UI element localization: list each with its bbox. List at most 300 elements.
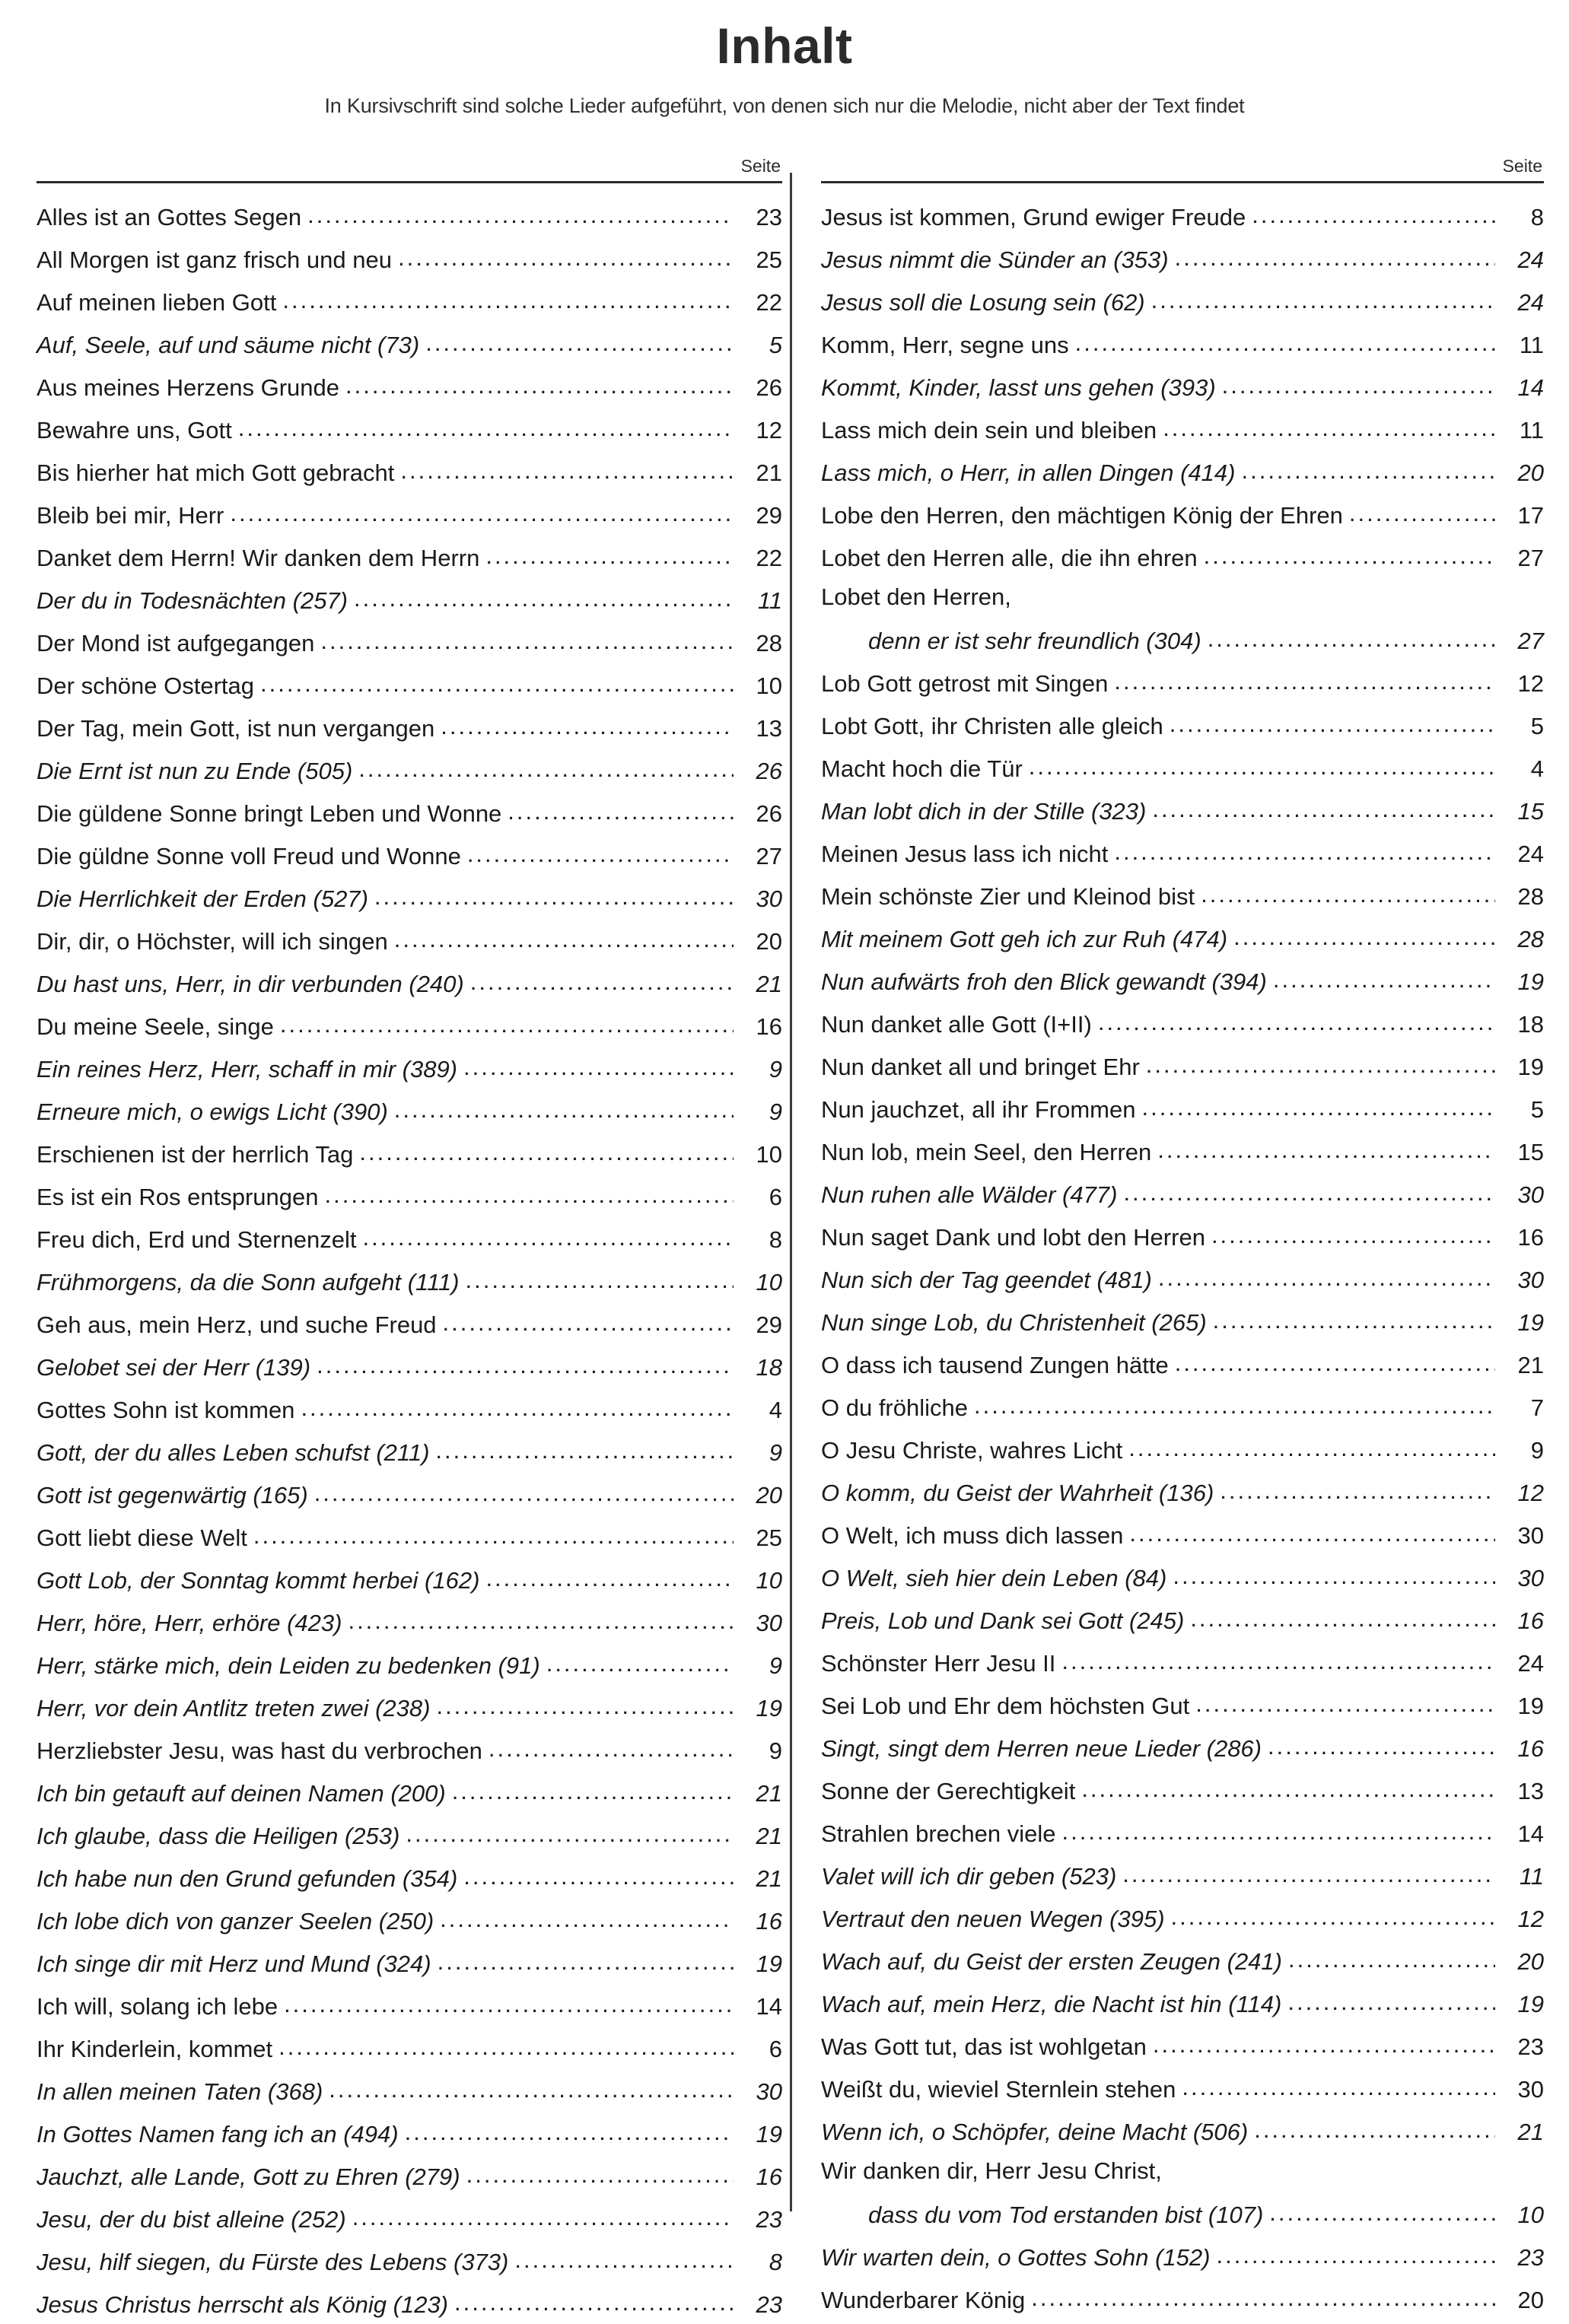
toc-entry[interactable] [821,1342,1544,1385]
toc-entry[interactable] [37,1302,782,1344]
toc-entry-title: Nun lob, mein Seel, den Herren [821,1139,1152,1165]
toc-entry-title: Geh aus, mein Herz, und suche Freud [37,1311,437,1338]
toc-entry-page-number: 10 [756,1567,782,1594]
toc-entry[interactable] [37,1728,782,1770]
toc-entry[interactable] [821,577,1544,660]
toc-entry[interactable] [37,1813,782,1855]
column-header-left [37,156,782,181]
toc-entry[interactable] [37,2154,782,2196]
dot-leader [260,670,734,694]
toc-entry[interactable] [37,1983,782,2026]
toc-entry-page-number: 19 [1517,1054,1544,1080]
toc-entry-title: Lobet den Herren alle, die ihn ehren [821,545,1198,571]
toc-entry[interactable] [37,2068,782,2111]
toc-entry-page-number: 15 [1517,798,1544,825]
toc-entry-page-number: 30 [1517,1565,1544,1591]
toc-entry-page-number: 21 [756,1865,782,1892]
dot-leader [1031,2284,1495,2308]
toc-entry-title: Lobt Gott, ihr Christen alle gleich [821,713,1163,739]
toc-entry-page-number: 8 [769,1226,782,1253]
toc-entry-title: In Gottes Namen fang ich an (494) [37,2121,399,2148]
header-rule-right [821,181,1544,183]
toc-entry-title: Gelobet sei der Herr (139) [37,1354,311,1381]
toc-entry-page-number: 20 [1517,2287,1544,2313]
toc-entry-title: Sonne der Gerechtigkeit [821,1778,1076,1804]
toc-entry-page-number: 11 [757,587,782,614]
toc-entry-title: Ich will, solang ich lebe [37,1993,278,2020]
toc-entry-page-number: 21 [1517,1352,1544,1378]
toc-entry-title: Herr, vor dein Antlitz treten zwei (238) [37,1695,431,1722]
toc-entry[interactable] [37,2196,782,2239]
toc-entry-title: Ich bin getauft auf deinen Namen (200) [37,1780,446,1807]
toc-entry[interactable] [821,535,1544,577]
toc-entry[interactable] [821,1896,1544,1938]
toc-entry[interactable] [821,1257,1544,1299]
toc-entry-title: Der du in Todesnächten (257) [37,587,348,614]
dot-leader [1158,1264,1495,1288]
toc-entry-page-number: 26 [756,758,782,784]
toc-entry-title: Freu dich, Erd und Sternenzelt [37,1226,357,1253]
toc-entry[interactable] [37,237,782,279]
toc-entry-title: Ich lobe dich von ganzer Seelen (250) [37,1908,434,1935]
dot-leader [359,1139,734,1162]
toc-entry-page-number: 30 [756,2078,782,2105]
toc-entry[interactable] [821,364,1544,407]
toc-entry[interactable] [37,1344,782,1387]
dot-leader [405,2119,734,2142]
toc-entry-title: Jesus ist kommen, Grund ewiger Freude [821,204,1246,230]
toc-entry-title: Macht hoch die Tür [821,755,1023,782]
toc-entry-title: Auf, Seele, auf und säume nicht (73) [37,332,420,358]
toc-entry[interactable] [37,194,782,237]
dot-leader [362,1224,734,1248]
toc-entry-page-number: 20 [756,928,782,955]
toc-entry[interactable] [37,1898,782,1941]
dot-leader [485,542,734,566]
toc-entry[interactable] [37,918,782,961]
toc-entry-page-number: 17 [1517,502,1544,529]
toc-entry-page-number: 6 [769,2036,782,2062]
dot-leader [1204,542,1495,566]
dot-leader [436,1693,734,1716]
toc-entry[interactable] [821,1385,1544,1427]
toc-entry[interactable] [37,1941,782,1983]
toc-entry-title: Alles ist an Gottes Segen [37,204,302,230]
dot-leader [1146,1051,1495,1075]
toc-entry-title: Wir danken dir, Herr Jesu Christ, [821,2157,1162,2184]
dot-leader [463,1863,734,1887]
dot-leader [452,1778,734,1801]
toc-entry-page-number: 23 [756,2291,782,2318]
dot-leader [1029,753,1495,777]
toc-entry-title: Preis, Lob und Dank sei Gott (245) [821,1607,1185,1634]
toc-entry[interactable] [37,1770,782,1813]
toc-entry-title: Herzliebster Jesu, was hast du verbrochen [37,1737,482,1764]
toc-entry-page-number: 16 [756,2163,782,2190]
toc-entry-page-number: 30 [1517,1522,1544,1549]
dot-leader [441,713,734,736]
toc-entry-page-number: 24 [1517,246,1544,273]
toc-entry-page-number: 9 [769,1737,782,1764]
toc-entry-page-number: 22 [756,545,782,571]
toc-entry-title: Wir warten dein, o Gottes Sohn (152) [821,2244,1211,2271]
page-column-label: Seite [740,156,781,176]
toc-entry-title: Bewahre uns, Gott [37,417,232,443]
toc-entry-title: O du fröhliche [821,1394,968,1421]
toc-entry-page-number: 18 [1517,1011,1544,1038]
toc-entry[interactable] [821,831,1544,873]
toc-entry[interactable] [37,1089,782,1131]
toc-entry[interactable] [821,2066,1544,2109]
dot-leader [1061,1648,1495,1671]
toc-entry[interactable] [37,2281,782,2324]
toc-entry-title: Aus meines Herzens Grunde [37,374,340,401]
toc-entry[interactable] [37,1557,782,1600]
toc-entry-page-number: 28 [1517,926,1544,952]
toc-entry[interactable] [821,959,1544,1001]
toc-entry[interactable] [37,705,782,748]
toc-entry-page-number: 19 [756,1695,782,1722]
dot-leader [443,1309,734,1333]
toc-entry-page-number: 21 [1517,2119,1544,2145]
toc-entry[interactable] [821,1172,1544,1214]
toc-entry-title: Jesus Christus herrscht als König (123) [37,2291,449,2318]
entry-list-right [821,194,1544,2319]
toc-entry-page-number: 5 [769,332,782,358]
toc-entry[interactable] [821,788,1544,831]
toc-entry[interactable] [821,660,1544,703]
toc-entry-title: Gott ist gegenwärtig (165) [37,1482,308,1509]
dot-leader [1075,329,1495,353]
toc-entry[interactable] [37,961,782,1003]
toc-entry[interactable] [37,1131,782,1174]
toc-entry-page-number: 16 [1517,1735,1544,1762]
toc-entry-title: Meinen Jesus lass ich nicht [821,841,1109,867]
toc-entry-title: Nun danket alle Gott (I+II) [821,1011,1092,1038]
toc-entry[interactable] [37,1216,782,1259]
column-header-right [821,156,1544,181]
toc-entry-page-number: 27 [1517,628,1544,654]
toc-entry-page-number: 21 [756,459,782,486]
toc-entry-title: Lob Gott getrost mit Singen [821,670,1109,697]
toc-entry-page-number: 19 [1517,968,1544,995]
toc-entry-title: Nun saget Dank und lobt den Herren [821,1224,1205,1251]
toc-entry[interactable] [821,1044,1544,1086]
toc-entry[interactable] [37,620,782,663]
toc-entry-page-number: 5 [1530,713,1544,739]
toc-entry-title: Lass mich dein sein und bleiben [821,417,1157,443]
toc-entry[interactable] [821,279,1544,322]
dot-leader [435,1437,734,1461]
toc-entry-title: Ich glaube, dass die Heiligen (253) [37,1823,400,1849]
toc-entry-page-number: 30 [756,885,782,912]
toc-entry-page-number: 27 [1517,545,1544,571]
dot-leader [1349,500,1495,523]
toc-entry-page-number: 12 [1517,1480,1544,1506]
dot-leader [1123,1179,1495,1203]
dot-leader [320,628,734,651]
toc-entry-page-number: 5 [1530,1096,1544,1123]
dot-leader [282,287,734,310]
toc-entry[interactable] [821,1470,1544,1512]
dot-leader [1287,1989,1495,2012]
toc-entry-page-number: 29 [756,502,782,529]
toc-entry-title: Jesus nimmt die Sünder an (353) [821,246,1169,273]
toc-entry[interactable] [821,1811,1544,1853]
toc-entry-title: In allen meinen Taten (368) [37,2078,323,2105]
dot-leader [394,926,734,949]
toc-entry[interactable] [37,1515,782,1557]
dot-leader [974,1392,1495,1416]
toc-entry[interactable] [37,2239,782,2281]
dot-leader [1173,1563,1495,1586]
toc-entry[interactable] [37,1642,782,1685]
toc-entry-page-number: 14 [756,1993,782,2020]
toc-entry[interactable] [37,2026,782,2068]
toc-entry-title: Die Ernt ist nun zu Ende (505) [37,758,353,784]
toc-entry[interactable] [821,407,1544,450]
dot-leader [485,1565,734,1588]
toc-entry-page-number: 9 [769,1652,782,1679]
toc-entry-page-number: 23 [1517,2244,1544,2271]
toc-entry-page-number: 10 [1517,2202,1544,2228]
toc-entry-title: Lobet den Herren, [821,583,1011,610]
toc-entry[interactable] [821,2277,1544,2319]
dot-leader [406,1820,734,1844]
toc-entry[interactable] [821,2151,1544,2234]
toc-entry-page-number: 12 [1517,1906,1544,1932]
toc-entry[interactable] [821,322,1544,364]
toc-entry[interactable] [37,492,782,535]
dot-leader [1195,1690,1495,1714]
toc-entry-title: Die Herrlichkeit der Erden (527) [37,885,368,912]
dot-leader [1213,1307,1495,1330]
dot-leader [317,1352,734,1375]
dot-leader [400,457,734,481]
toc-entry[interactable] [37,364,782,407]
toc-entry[interactable] [821,2109,1544,2151]
toc-entry[interactable] [37,1685,782,1728]
toc-entry-title: Man lobt dich in der Stille (323) [821,798,1147,825]
toc-entry[interactable] [821,1938,1544,1981]
toc-entry[interactable] [37,1259,782,1302]
toc-entry[interactable] [37,876,782,918]
toc-entry[interactable] [821,916,1544,959]
toc-entry-page-number: 20 [1517,1948,1544,1975]
toc-entry-page-number: 24 [1517,1650,1544,1677]
toc-entry-title: Auf meinen lieben Gott [37,289,277,316]
toc-entry-page-number: 21 [756,1823,782,1849]
toc-entry-page-number: 28 [756,630,782,657]
toc-entry[interactable] [821,450,1544,492]
toc-entry[interactable] [821,2234,1544,2277]
toc-entry-title: Gott Lob, der Sonntag kommt herbei (162) [37,1567,480,1594]
toc-entry[interactable] [37,450,782,492]
toc-entry-title: O Jesu Christe, wahres Licht [821,1437,1123,1464]
toc-entry[interactable] [37,748,782,790]
toc-entry[interactable] [37,1046,782,1089]
toc-entry-title: Jesu, hilf siegen, du Fürste des Lebens (373) [37,2249,509,2275]
toc-entry-title: Herr, höre, Herr, erhöre (423) [37,1610,342,1636]
toc-entry-title: Gottes Sohn ist kommen [37,1397,295,1423]
toc-entry-title: Wach auf, du Geist der ersten Zeugen (241) [821,1948,1282,1975]
toc-entry-page-number: 19 [1517,1693,1544,1719]
dot-leader [1252,202,1495,225]
dot-leader [1152,796,1495,819]
dot-leader [345,372,734,396]
toc-entry-page-number: 8 [769,2249,782,2275]
toc-entry[interactable] [821,1683,1544,1725]
toc-entry[interactable] [821,703,1544,746]
toc-entry-title: Was Gott tut, das ist wohlgetan [821,2033,1147,2060]
toc-entry[interactable] [37,1429,782,1472]
toc-entry[interactable] [821,2024,1544,2066]
dot-leader [374,883,734,907]
toc-entry-page-number: 25 [756,1524,782,1551]
dot-leader [314,1480,734,1503]
dot-leader [425,329,734,353]
toc-entry[interactable] [821,1853,1544,1896]
toc-entry-title: Nun ruhen alle Wälder (477) [821,1181,1118,1208]
toc-entry[interactable] [821,1299,1544,1342]
toc-entry-title: Gott liebt diese Welt [37,1524,247,1551]
dot-leader [467,841,734,864]
dot-leader [470,968,734,992]
toc-entry-title: Du hast uns, Herr, in dir verbunden (240) [37,971,464,997]
toc-entry[interactable] [821,1214,1544,1257]
toc-entry-title: Dir, dir, o Höchster, will ich singen [37,928,388,955]
toc-entry-title: Nun jauchzet, all ihr Frommen [821,1096,1136,1123]
toc-entry-page-number: 13 [756,715,782,742]
toc-entry-page-number: 23 [756,2206,782,2233]
dot-leader [1220,1477,1495,1501]
toc-entry[interactable] [821,1981,1544,2024]
toc-entry[interactable] [821,873,1544,916]
dot-leader [358,755,734,779]
dot-leader [454,2289,734,2313]
toc-entry-page-number: 27 [756,843,782,870]
dot-leader [398,244,734,268]
dot-leader [1216,2242,1495,2265]
toc-entry[interactable] [821,746,1544,788]
toc-entry-page-number: 19 [756,2121,782,2148]
toc-entry[interactable] [821,1725,1544,1768]
toc-entry[interactable] [37,833,782,876]
dot-leader [1175,244,1495,268]
toc-entry-title: Vertraut den neuen Wegen (395) [821,1906,1165,1932]
toc-entry[interactable] [37,1855,782,1898]
toc-entry[interactable] [37,322,782,364]
toc-entry-title: Ein reines Herz, Herr, schaff in mir (389) [37,1056,458,1083]
toc-entry[interactable] [821,1640,1544,1683]
toc-entry[interactable] [37,1387,782,1429]
toc-entry[interactable] [37,2111,782,2154]
entry-list-left [37,194,782,2324]
page-title: Inhalt [716,17,853,74]
dot-leader [1151,287,1495,310]
toc-entry-title: Lass mich, o Herr, in allen Dingen (414) [821,459,1236,486]
toc-entry-page-number: 26 [756,800,782,827]
dot-leader [284,1991,734,2014]
toc-entry-title: All Morgen ist ganz frisch und neu [37,246,392,273]
toc-entry[interactable] [37,577,782,620]
toc-entry-title: Strahlen brechen viele [821,1820,1056,1847]
toc-entry[interactable] [821,1768,1544,1811]
toc-entry[interactable] [37,1472,782,1515]
toc-entry-page-number: 8 [1530,204,1544,230]
toc-entry[interactable] [821,194,1544,237]
toc-entry[interactable] [821,1598,1544,1640]
toc-entry-page-number: 30 [1517,1267,1544,1293]
toc-entry[interactable] [821,237,1544,279]
toc-entry-page-number: 10 [756,1141,782,1168]
dot-leader [1098,1009,1495,1032]
dot-leader [1273,966,1495,990]
toc-entry-page-number: 9 [769,1439,782,1466]
toc-entry[interactable] [37,1174,782,1216]
toc-entry[interactable] [821,1001,1544,1044]
toc-entry-page-number: 22 [756,289,782,316]
toc-entry-title: Jesus soll die Losung sein (62) [821,289,1145,316]
toc-entry-title: Schönster Herr Jesu II [821,1650,1056,1677]
dot-leader [1170,711,1495,734]
toc-entry[interactable] [821,1129,1544,1172]
dot-leader [1190,1605,1495,1629]
toc-entry-title: Ihr Kinderlein, kommet [37,2036,273,2062]
toc-entry-title: Nun danket all und bringet Ehr [821,1054,1140,1080]
dot-leader [1233,924,1495,947]
dot-leader [1222,372,1495,396]
toc-entry[interactable] [821,1086,1544,1129]
toc-entry-page-number: 14 [1517,374,1544,401]
toc-entry-title: O komm, du Geist der Wahrheit (136) [821,1480,1214,1506]
toc-entry-title: Frühmorgens, da die Sonn aufgeht (111) [37,1269,460,1296]
toc-entry[interactable] [37,1600,782,1642]
toc-entry[interactable] [37,663,782,705]
toc-entry-page-number: 4 [1530,755,1544,782]
toc-entry-page-number: 7 [1530,1394,1544,1421]
dot-leader [278,2033,734,2057]
page-column-label: Seite [1502,156,1542,176]
toc-entry-page-number: 16 [756,1908,782,1935]
toc-entry[interactable] [37,790,782,833]
toc-entry-page-number: 11 [1519,332,1544,358]
dot-leader [329,2076,734,2100]
dot-leader [546,1650,734,1674]
toc-entry-title: Nun aufwärts froh den Blick gewandt (394) [821,968,1267,995]
toc-entry[interactable] [821,492,1544,535]
toc-entry[interactable] [37,1003,782,1046]
toc-entry[interactable] [821,1555,1544,1598]
toc-entry-page-number: 16 [1517,1224,1544,1251]
toc-entry[interactable] [37,279,782,322]
toc-entry[interactable] [37,407,782,450]
toc-entry[interactable] [821,1512,1544,1555]
dot-leader [325,1181,734,1205]
dot-leader [466,2161,734,2185]
toc-entry-page-number: 9 [769,1098,782,1125]
toc-entry[interactable] [37,535,782,577]
contents-column-right [821,156,1551,2319]
dot-leader [514,2246,734,2270]
dot-leader [1182,2074,1495,2097]
dot-leader [1171,1903,1495,1927]
dot-leader [438,1948,734,1972]
toc-entry[interactable] [821,1427,1544,1470]
contents-column-left [37,156,790,2324]
dot-leader [1288,1946,1495,1970]
dot-leader [1153,2031,1495,2055]
